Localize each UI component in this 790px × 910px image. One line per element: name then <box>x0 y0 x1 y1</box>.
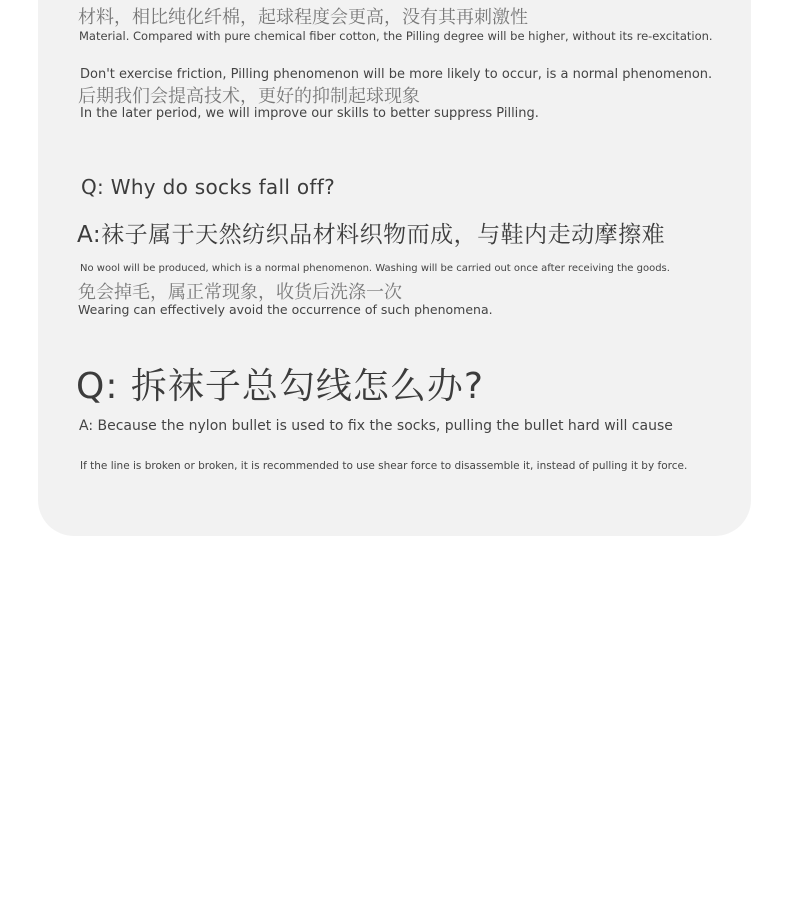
answer-en-line: Don't exercise friction, Pilling phenomenon will be more likely to occur, is a normal phenomenon. <box>80 67 713 82</box>
answer-en-line: Wearing can effectively avoid the occurrence of such phenomena. <box>78 302 493 317</box>
answer-en-line: If the line is broken or broken, it is recommended to use shear force to disassemble it, instead of pulling it by force. <box>80 460 688 472</box>
question-heading-large: Q: 拆袜子总勾线怎么办? <box>76 366 485 407</box>
faq-panel <box>38 0 751 536</box>
clipped-cn-line: 材料，相比纯化纤棉，起球程度会更高，没有其再刺激性 <box>78 7 528 28</box>
answer-en-line: A: Because the nylon bullet is used to fix the socks, pulling the bullet hard will cause <box>79 418 673 434</box>
answer-en-line: No wool will be produced, which is a normal phenomenon. Washing will be carried out once after receiving the goods. <box>80 263 670 274</box>
question-heading: Q: Why do socks fall off? <box>81 175 335 199</box>
answer-en-line: In the later period, we will improve our skills to better suppress Pilling. <box>80 106 539 121</box>
answer-en-line: Material. Compared with pure chemical fiber cotton, the Pilling degree will be higher, without its re-excitation. <box>79 29 713 43</box>
clipped-cn-line: 后期我们会提高技术，更好的抑制起球现象 <box>78 86 420 107</box>
clipped-cn-line: 免会掉毛，属正常现象，收货后洗涤一次 <box>78 282 402 303</box>
answer-cn-heading: A:袜子属于天然纺织品材料织物而成，与鞋内走动摩擦难 <box>77 222 666 248</box>
